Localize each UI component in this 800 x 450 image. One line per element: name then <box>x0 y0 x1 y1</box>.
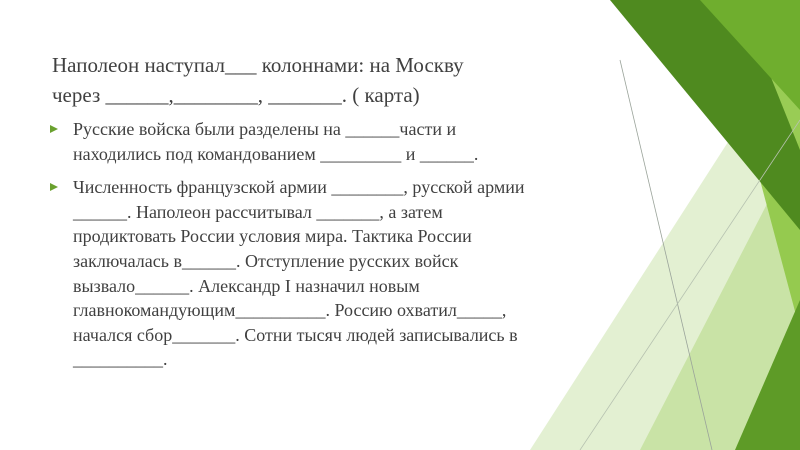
bullet-2-line-3: продиктовать России условия мира. Тактика России <box>73 226 472 247</box>
bullet-arrow-icon <box>50 125 58 133</box>
bullet-text <box>73 175 670 372</box>
bullet-item-1 <box>50 117 670 166</box>
bullet-2-line-4: заключалась в______. Отступление русских войск <box>73 250 459 271</box>
bullet-2-line-8: __________. <box>73 349 168 370</box>
bullet-2-line-7: начался сбор_______. Сотни тысяч людей записывались в <box>73 324 518 345</box>
bullet-2-line-1: Численность французской армии ________, русской армии <box>73 177 525 198</box>
bullet-arrow-icon <box>50 183 58 191</box>
bullet-text <box>73 117 670 166</box>
bullet-2-line-6: главнокомандующим__________. Россию охватил_____, <box>73 300 507 321</box>
bullet-list <box>50 117 670 381</box>
title-line-2: через ______,________, _______. ( карта) <box>52 83 420 107</box>
bullet-item-2 <box>50 175 670 372</box>
bullet-2-line-2: ______. Наполеон рассчитывал _______, а затем <box>73 201 443 222</box>
bullet-2-line-5: вызвало______. Александр I назначил новым <box>73 275 420 296</box>
bullet-1-line-1: Русские войска были разделены на ______части и <box>73 119 457 139</box>
title-line-1: Наполеон наступал___ колоннами: на Москву <box>52 53 464 77</box>
slide-title <box>52 50 612 110</box>
bullet-1-line-2: находились под командованием _________ и ______. <box>73 143 479 164</box>
